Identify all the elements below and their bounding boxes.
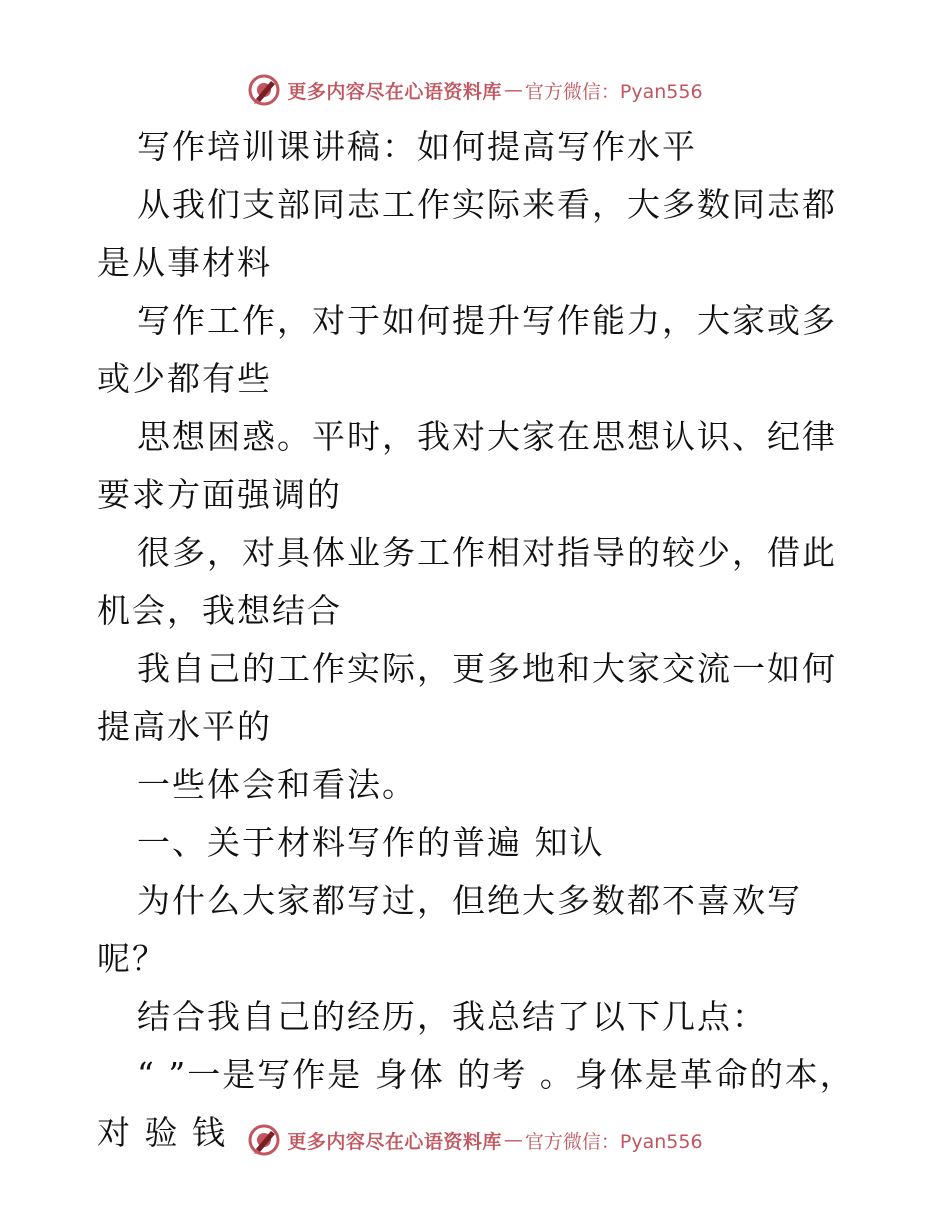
document-body [97, 118, 857, 1162]
header-wechat-text: 官方微信：Pyan556 [524, 80, 703, 103]
document-title: 写作培训课讲稿：如何提高写作水平 [137, 127, 697, 166]
header-banner [0, 70, 950, 110]
paragraph: 写作工作，对于如何提升写作能力，大家或多或少都有些 [97, 301, 837, 398]
paragraph: 思想困惑。平时，我对大家在思想认识、纪律要求方面强调的 [97, 417, 837, 514]
footer-wechat-text: 官方微信：Pyan556 [524, 1130, 703, 1153]
pen-logo-icon [247, 73, 281, 107]
pen-logo-icon [247, 1123, 281, 1157]
footer-banner [0, 1120, 950, 1160]
section-heading: 一、关于材料写作的普遍 知认 [137, 823, 605, 862]
footer-brand-text: 更多内容尽在心语资料库 [287, 1130, 502, 1153]
paragraph: 从我们支部同志工作实际来看，大多数同志都是从事材料 [97, 185, 837, 282]
footer-separator: — [503, 1129, 523, 1151]
header-brand-text: 更多内容尽在心语资料库 [287, 80, 502, 103]
paragraph: 一些体会和看法。 [137, 765, 417, 804]
header-separator: — [503, 79, 523, 101]
paragraph: 结合我自己的经历，我总结了以下几点： [137, 997, 767, 1036]
paragraph: “ ”一是写作是 身体 的考 。身体是革命的本，对 验 钱 [97, 1055, 855, 1152]
paragraph: 很多，对具体业务工作相对指导的较少，借此机会，我想结合 [97, 533, 837, 630]
paragraph: 为什么大家都写过，但绝大多数都不喜欢写呢？ [97, 881, 802, 978]
paragraph: 我自己的工作实际，更多地和大家交流一如何提高水平的 [97, 649, 837, 746]
